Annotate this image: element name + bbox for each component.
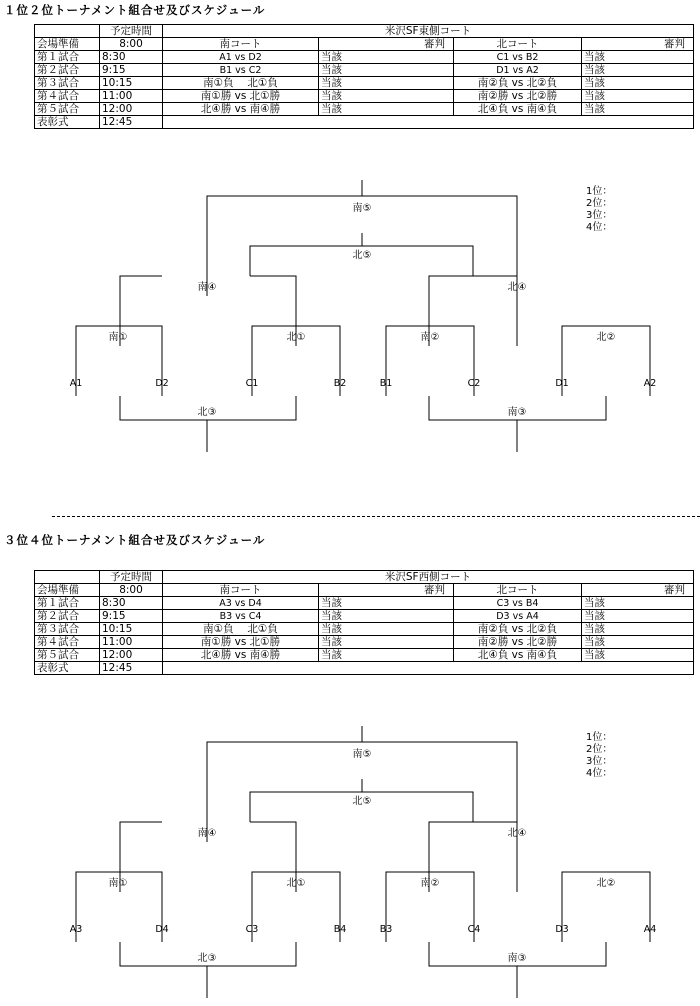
row-label: 表彰式 [35,116,100,129]
north-match: C1 vs B2 [454,51,582,64]
referee-cell: 当該 [582,597,694,610]
row-label: 第１試合 [35,597,100,610]
team-label: C1 [245,378,259,389]
south-match: 北④勝 vs 南④勝 [163,103,319,116]
row-time: 12:45 [100,662,163,675]
bracket-lower-left-label: 北③ [197,407,217,418]
row-label: 第４試合 [35,90,100,103]
rank-item: 1位： [586,186,613,197]
row-time: 10:15 [100,623,163,636]
team-label: D1 [555,378,569,389]
south-match: 南①負 北①負 [163,623,319,636]
venue-header: 米沢SF東側コート [163,25,694,38]
rank-list [586,732,612,780]
bracket-q2-label: 北① [286,878,306,889]
bracket-right-label: 北④ [507,282,527,293]
row-time: 8:00 [100,584,163,597]
row-time: 9:15 [100,64,163,77]
referee-cell: 当該 [582,103,694,116]
bracket-q1-label: 南① [108,332,128,343]
referee-cell: 当該 [319,623,454,636]
match-row [35,636,694,649]
referee-cell: 当該 [319,103,454,116]
team-label: B1 [379,378,393,389]
bracket-lines [76,726,650,998]
referee-cell: 当該 [582,90,694,103]
south-match: 南①負 北①負 [163,77,319,90]
empty-cell [163,662,694,675]
team-label: D3 [555,924,569,935]
referee-cell: 当該 [582,64,694,77]
row-time: 8:30 [100,51,163,64]
referee-cell: 当該 [319,597,454,610]
match-row [35,77,694,90]
match-row [35,623,694,636]
north-match: D3 vs A4 [454,610,582,623]
row-time: 8:00 [100,38,163,51]
rank-item: 4位： [586,768,613,779]
referee-cell: 当該 [319,610,454,623]
south-match: 北④勝 vs 南④勝 [163,649,319,662]
row-time: 11:00 [100,636,163,649]
match-row [35,597,694,610]
team-label: D2 [155,378,169,389]
bracket-lower-left-label: 北③ [197,953,217,964]
bracket-lower-right-label: 南③ [507,407,527,418]
header-row [35,571,694,584]
referee-cell: 当該 [319,77,454,90]
north-match: D1 vs A2 [454,64,582,77]
row-time: 10:15 [100,77,163,90]
rank-item: 3位： [586,756,613,767]
subheader-row [35,584,694,597]
north-court-header: 北コート [454,584,582,597]
bracket-q4-label: 北② [596,878,616,889]
rank-item: 3位： [586,210,613,221]
team-label: D4 [155,924,169,935]
bracket-right-label: 北④ [507,828,527,839]
row-label: 表彰式 [35,662,100,675]
rank-item: 4位： [586,222,613,233]
row-label: 会場準備 [35,38,100,51]
referee-cell: 当該 [582,636,694,649]
team-label: B2 [333,378,347,389]
corner-cell [35,571,100,584]
match-row [35,51,694,64]
north-match: 南②勝 vs 北②勝 [454,636,582,649]
referee-cell: 当該 [319,51,454,64]
bracket-final-label: 南⑤ [352,749,372,760]
team-label: B3 [379,924,393,935]
match-row [35,90,694,103]
north-match: 南②負 vs 北②負 [454,77,582,90]
corner-cell [35,25,100,38]
subheader-row [35,38,694,51]
time-header: 予定時間 [100,25,163,38]
row-label: 第４試合 [35,636,100,649]
referee-cell: 当該 [319,64,454,77]
bracket-lower-right-label: 南③ [507,953,527,964]
north-match: 北④負 vs 南④負 [454,103,582,116]
referee-header: 審判 [582,584,694,597]
row-time: 8:30 [100,597,163,610]
bracket-final-label: 南⑤ [352,203,372,214]
team-label: A1 [69,378,83,389]
bracket-q3-label: 南② [420,332,440,343]
referee-cell: 当該 [319,90,454,103]
referee-header: 審判 [582,38,694,51]
empty-cell [163,116,694,129]
referee-header: 審判 [319,584,454,597]
schedule-table [34,24,694,129]
row-time: 11:00 [100,90,163,103]
header-row [35,25,694,38]
north-match: 北④負 vs 南④負 [454,649,582,662]
north-match: 南②負 vs 北②負 [454,623,582,636]
referee-cell: 当該 [582,649,694,662]
bracket-semi-label: 北⑤ [352,250,372,261]
referee-cell: 当該 [319,649,454,662]
section-divider [52,516,700,517]
ceremony-row [35,662,694,675]
team-label: A2 [643,378,657,389]
referee-cell: 当該 [582,51,694,64]
row-label: 第２試合 [35,64,100,77]
team-label: C2 [467,378,481,389]
south-match: 南①勝 vs 北①勝 [163,636,319,649]
row-time: 12:00 [100,103,163,116]
referee-cell: 当該 [582,610,694,623]
row-time: 12:45 [100,116,163,129]
south-match: A1 vs D2 [163,51,319,64]
section-title: １位２位トーナメント組合せ及びスケジュール [4,3,266,17]
south-match: B3 vs C4 [163,610,319,623]
bracket-lines [76,180,650,452]
bracket-semi-label: 北⑤ [352,796,372,807]
referee-header: 審判 [319,38,454,51]
venue-header: 米沢SF西側コート [163,571,694,584]
rank-item: 2位： [586,744,613,755]
bracket-q3-label: 南② [420,878,440,889]
team-label: A3 [69,924,83,935]
bracket-q2-label: 北① [286,332,306,343]
row-label: 会場準備 [35,584,100,597]
south-match: A3 vs D4 [163,597,319,610]
referee-cell: 当該 [582,77,694,90]
referee-cell: 当該 [582,623,694,636]
bracket-q4-label: 北② [596,332,616,343]
section-title: ３位４位トーナメント組合せ及びスケジュール [4,533,266,547]
team-label: C4 [467,924,481,935]
row-time: 12:00 [100,649,163,662]
team-label: B4 [333,924,347,935]
rank-item: 1位： [586,732,613,743]
north-match: C3 vs B4 [454,597,582,610]
south-match: B1 vs C2 [163,64,319,77]
schedule-table [34,570,694,675]
bracket-left-label: 南④ [197,282,217,293]
row-label: 第２試合 [35,610,100,623]
row-label: 第１試合 [35,51,100,64]
row-label: 第５試合 [35,103,100,116]
match-row [35,103,694,116]
rank-list [586,186,612,234]
team-label: A4 [643,924,657,935]
row-label: 第３試合 [35,77,100,90]
team-label: C3 [245,924,259,935]
south-match: 南①勝 vs 北①勝 [163,90,319,103]
north-court-header: 北コート [454,38,582,51]
row-time: 9:15 [100,610,163,623]
south-court-header: 南コート [163,584,319,597]
match-row [35,610,694,623]
row-label: 第５試合 [35,649,100,662]
match-row [35,64,694,77]
referee-cell: 当該 [319,636,454,649]
south-court-header: 南コート [163,38,319,51]
ceremony-row [35,116,694,129]
row-label: 第３試合 [35,623,100,636]
bracket-q1-label: 南① [108,878,128,889]
time-header: 予定時間 [100,571,163,584]
match-row [35,649,694,662]
rank-item: 2位： [586,198,613,209]
north-match: 南②勝 vs 北②勝 [454,90,582,103]
bracket-left-label: 南④ [197,828,217,839]
